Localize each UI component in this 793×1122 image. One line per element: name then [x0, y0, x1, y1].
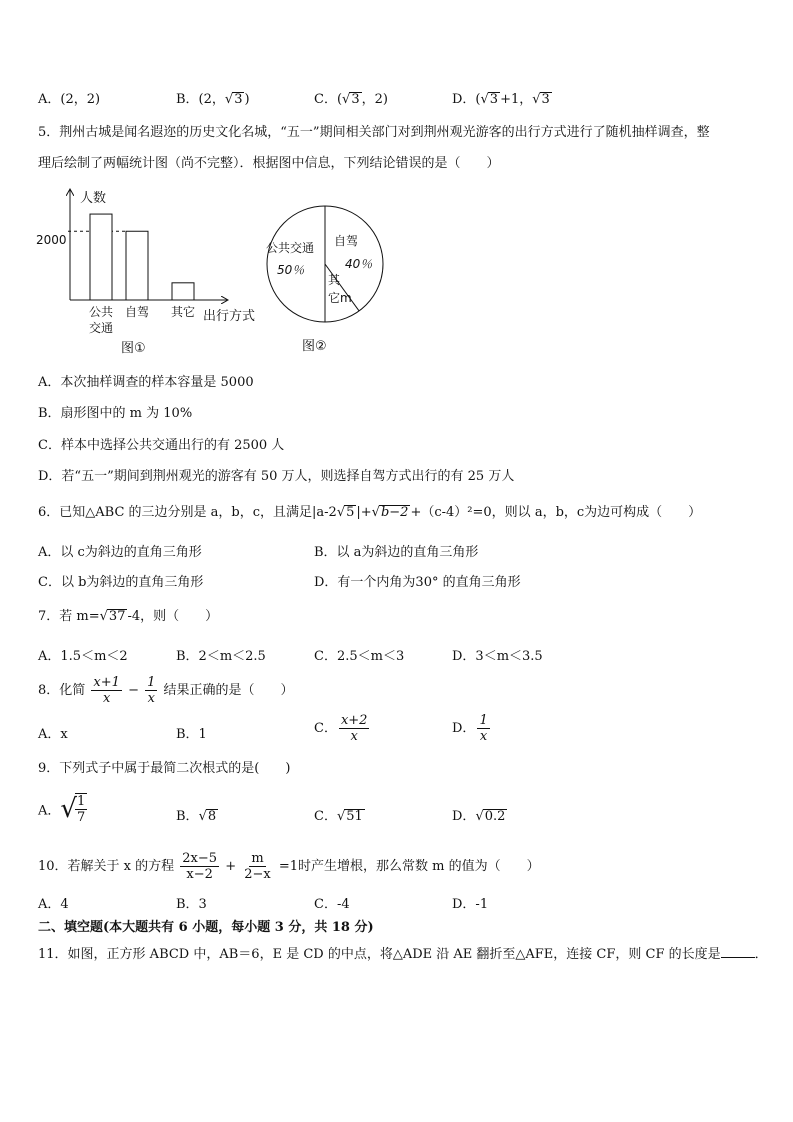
q10-option-c: C．-4 [314, 897, 350, 912]
pie-label-other-1: 其 [328, 273, 341, 287]
pie-label-drive: 自驾 [334, 234, 359, 248]
q8-options [38, 713, 758, 753]
q10-options [38, 893, 758, 913]
fig2-caption: 图② [302, 339, 327, 354]
q8-option-d: D． $\frac{1}{x}$ [452, 713, 488, 744]
q8-option-a: A．x [38, 727, 68, 742]
pie-chart [255, 192, 395, 362]
q8-option-c: C． $\frac{x+2}{x}$ [314, 713, 368, 744]
q11-answer-blank[interactable] [721, 957, 755, 958]
pie-label-public: 公共交通 [266, 241, 315, 255]
q6-options-row1 [38, 541, 758, 561]
q4-options [38, 88, 758, 108]
q4-option-c: C．(√3 ，2) [314, 92, 388, 107]
pie-label-other-2: 它m [328, 291, 352, 305]
q7-option-b: B．2＜m＜2.5 [176, 649, 266, 664]
q6-option-d: D．有一个内角为30° 的直角三角形 [314, 575, 521, 590]
q6-options-row2 [38, 571, 758, 591]
q5-option-b: B．扇形图中的 m 为 10% [38, 406, 193, 421]
bar-chart [30, 182, 270, 357]
q5-option-a: A．本次抽样调查的样本容量是 5000 [38, 375, 254, 390]
q5-stem-line2: 理后绘制了两幅统计图（尚不完整）．根据图中信息，下列结论错误的是（ ） [38, 156, 500, 171]
q4-option-d: D．(√3 +1，√3 [452, 92, 550, 107]
bar-2 [126, 231, 148, 300]
q8-stem: 8．化简 $\frac{x+1}{x}$ − $\frac{1}{x}$ 结果正确的是（ ） [38, 675, 294, 706]
q10-stem: 10．若解关于 x 的方程 $\frac{2x-5}{x-2}$ + $\frac{m}{2-x}$ =1时产生增根，那么常数 m 的值为（ ） [38, 851, 540, 882]
q10-option-a: A．4 [38, 897, 69, 912]
pie-value-drive: 40％ [345, 257, 373, 271]
pie-value-public: 50％ [277, 263, 305, 277]
q8-option-b: B．1 [176, 727, 207, 742]
q10-option-d: D．-1 [452, 897, 489, 912]
bar-1 [90, 214, 112, 300]
q7-stem: 7．若 m=√37 -4，则（ ） [38, 609, 219, 624]
q6-stem: 6．已知△ABC 的三边分别是 a，b，c，且满足|a-2√5 |+√b−2 +（c-4）²=0，则以 a，b，c为边可构成（ ） [38, 505, 702, 520]
q6-option-b: B．以 a为斜边的直角三角形 [314, 545, 479, 560]
q7-option-d: D．3＜m＜3.5 [452, 649, 543, 664]
section-2-heading: 二、填空题(本大题共有 6 小题，每小题 3 分，共 18 分) [38, 920, 374, 935]
q9-options [38, 793, 758, 837]
x-axis-label: 出行方式 [203, 309, 256, 324]
q9-option-b: B．√8 [176, 809, 217, 824]
q7-option-c: C．2.5＜m＜3 [314, 649, 405, 664]
q11-stem: 11．如图，正方形 ABCD 中，AB＝6，E 是 CD 的中点，将△ADE 沿 AE 翻折至△AFE，连接 CF，则 CF 的长度是 ． [38, 947, 768, 962]
y-tick-label: 2000 [36, 233, 67, 247]
q7-option-a: A．1.5＜m＜2 [38, 649, 128, 664]
q6-option-c: C．以 b为斜边的直角三角形 [38, 575, 204, 590]
q10-option-b: B．3 [176, 897, 207, 912]
q5-stem-line1: 5．荆州古城是闻名遐迩的历史文化名城，“五一”期间相关部门对到荆州观光游客的出行方式进行了随机抽样调查，整 [38, 125, 710, 140]
fig1-caption: 图① [121, 341, 146, 356]
q9-option-a: A．√ $\frac{1}{7}$ [38, 794, 86, 825]
category-label-3-1: 其它 [170, 305, 196, 319]
q4-option-b: B．(2，√3 ) [176, 92, 250, 107]
bar-3 [172, 283, 194, 300]
q5-option-d: D．若“五一”期间到荆州观光的游客有 50 万人，则选择自驾方式出行的有 25 万人 [38, 469, 515, 484]
category-label-1-2: 交通 [88, 321, 114, 335]
q9-option-d: D．√0.2 [452, 809, 506, 824]
q5-option-c: C．样本中选择公共交通出行的有 2500 人 [38, 438, 285, 453]
q9-option-c: C．√51 [314, 809, 363, 824]
q6-option-a: A．以 c为斜边的直角三角形 [38, 545, 202, 560]
y-axis-label: 人数 [80, 191, 107, 206]
category-label-1-1: 公共 [88, 305, 114, 319]
q9-stem: 9．下列式子中属于最简二次根式的是( ) [38, 761, 291, 776]
q7-options [38, 645, 758, 665]
category-label-2-1: 自驾 [124, 305, 150, 319]
q4-option-a: A．(2，2) [38, 92, 101, 107]
